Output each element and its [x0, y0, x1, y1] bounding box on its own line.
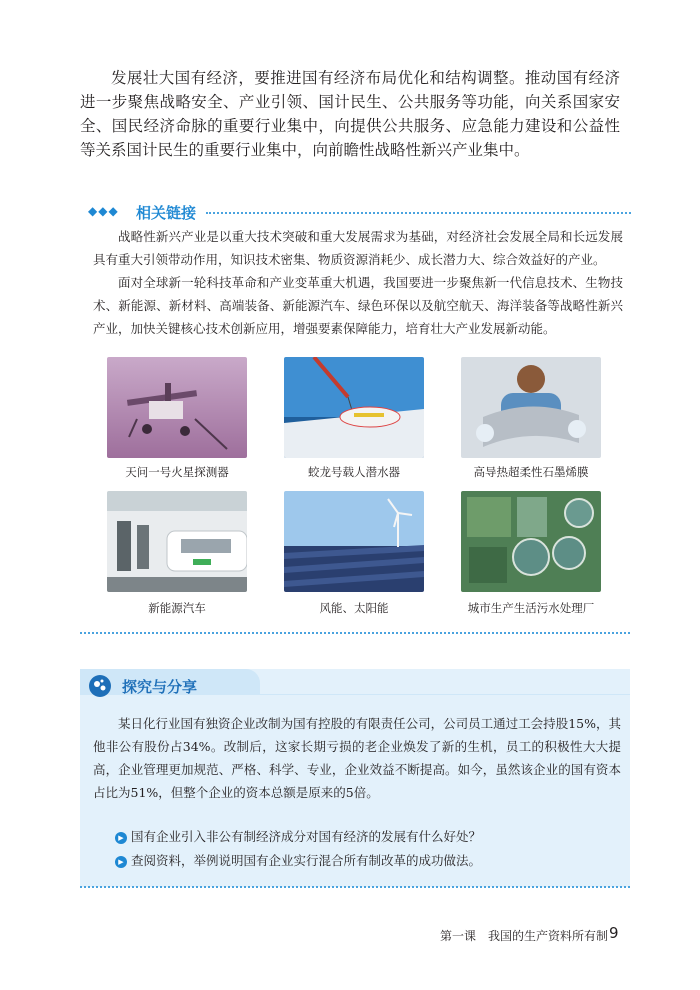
play-bullet-icon: ▶ — [115, 832, 127, 844]
question-text: 国有企业引入非公有制经济成分对国有经济的发展有什么好处？ — [131, 829, 482, 844]
related-paragraph: 战略性新兴产业是以重大技术突破和重大发展需求为基础，对经济社会发展全局和长远发展具有重大引领带动作用，知识技术密集、物质资源消耗少、成长潜力大、综合效益好的产业。 — [93, 229, 623, 267]
question-item — [115, 851, 481, 869]
photo-caption: 城市生产生活污水处理厂 — [467, 601, 595, 615]
play-bullet-icon: ▶ — [115, 856, 127, 868]
photo-caption: 新能源汽车 — [148, 601, 206, 615]
dotted-divider — [206, 212, 631, 214]
question-item — [115, 827, 481, 845]
page-number: 9 — [609, 924, 619, 942]
diamond-bullets-icon: ◆◆◆ — [88, 204, 119, 218]
photo-caption: 天问一号火星探测器 — [125, 465, 229, 479]
related-links-body — [93, 225, 623, 340]
footer-lesson-title: 第一课 我国的生产资料所有制 — [440, 929, 609, 943]
section-divider — [80, 632, 630, 634]
photo-caption: 风能、太阳能 — [319, 601, 389, 615]
explore-title: 探究与分享 — [122, 678, 198, 696]
explore-tab-line — [260, 694, 630, 695]
related-paragraph: 面对全球新一轮科技革命和产业变革重大机遇，我国要进一步聚焦新一代信息技术、生物技术、新能源、新材料、高端装备、新能源汽车、绿色环保以及航空航天、海洋装备等战略性新兴产业，加快关键核心技术创新应用，增强要素保障能力，培育壮大产业发展新动能。 — [93, 275, 623, 336]
submersible-photo — [284, 357, 424, 458]
explore-bottom-divider — [80, 886, 630, 888]
explore-body — [93, 712, 621, 804]
wind-solar-photo — [284, 491, 424, 592]
explore-share-icon — [88, 674, 112, 698]
graphene-film-photo — [461, 357, 601, 458]
related-links-header — [88, 202, 633, 224]
intro-paragraph: 发展壮大国有经济，要推进国有经济布局优化和结构调整。推动国有经济进一步聚焦战略安全、产业引领、国计民生、公共服务等功能，向关系国家安全、国民经济命脉的重要行业集中，向提供公共服务、应急能力建设和公益性等关系国计民生的重要行业集中，向前瞻性战略性新兴产业集中。 — [80, 69, 620, 159]
related-links-title: 相关链接 — [136, 204, 197, 222]
explore-paragraph: 某日化行业国有独资企业改制为国有控股的有限责任公司，公司员工通过工会持股15%，其他非公有股份占34%。改制后，这家长期亏损的老企业焕发了新的生机，员工的积极性大大提高，企业管理更加规范、严格、科学、专业，企业效益不断提高。如今，虽然该企业的国有资本占比为51%，但整个企业的资本总额是原来的5倍。 — [93, 716, 621, 800]
question-text: 查阅资料，举例说明国有企业实行混合所有制改革的成功做法。 — [131, 853, 482, 868]
mars-rover-photo — [107, 357, 247, 458]
ev-charging-photo — [107, 491, 247, 592]
photo-caption: 蛟龙号载人潜水器 — [308, 465, 400, 479]
photo-caption: 高导热超柔性石墨烯膜 — [473, 465, 589, 479]
sewage-plant-photo — [461, 491, 601, 592]
